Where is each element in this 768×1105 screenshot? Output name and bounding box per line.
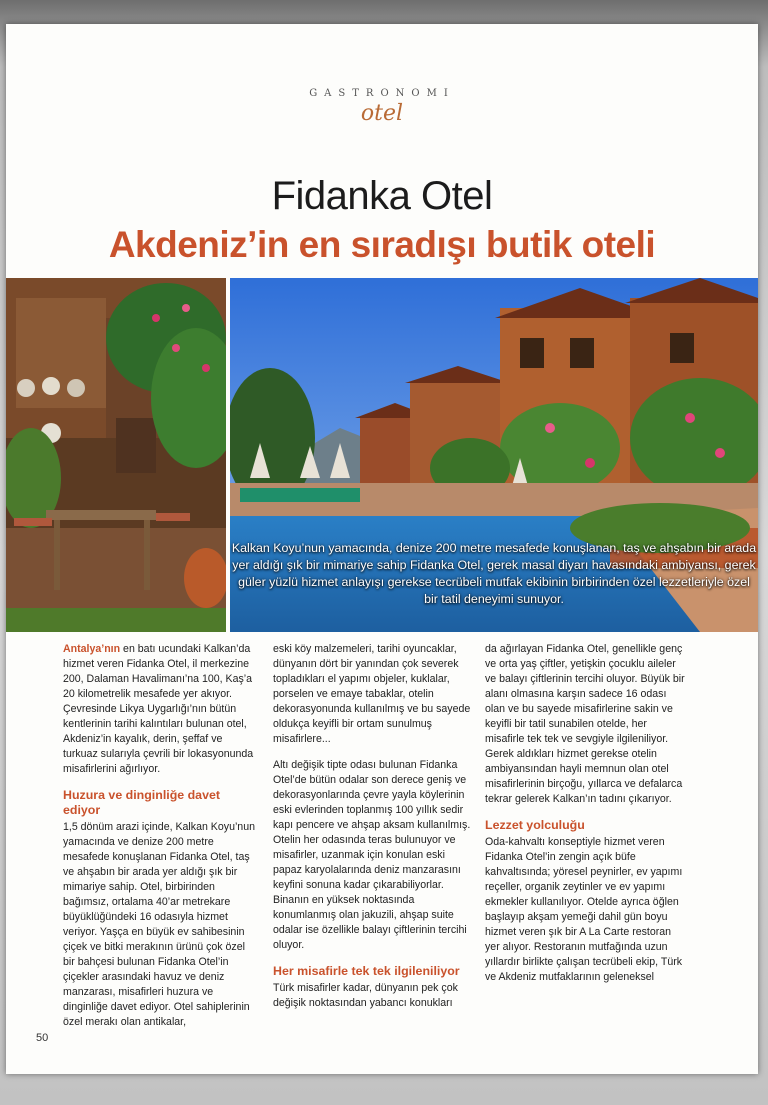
body-paragraph: eski köy malzemeleri, tarihi oyuncaklar, dünyanın dört bir yanından çok severek topladıkları el yapımı objeler, kuklalar, porselen ve emaye tabaklar, otelin dekorasyonunda kullanılmış ve bu sayede oldukça keyifli bir ortam sunulmuş misafirlere... [273, 643, 471, 745]
garden-terrace-photo [6, 278, 226, 632]
article-title: Fidanka Otel [271, 174, 493, 218]
text-column-3 [485, 642, 685, 996]
text-column-2 [273, 642, 472, 1022]
photo-caption: Kalkan Koyu’nun yamacında, denize 200 metre mesafede konuşlanan, taş ve ahşabın bir arada yer aldığı şık bir mimariye sahip Fidanka Otel, gerek masal diyarı havasındaki ambiyansı, gerek güler yüzlü hizmet anlayışı gerekse tecrübeli mutfak ekibinin birbirinden özel lezzetleriyle özel bir tatil deneyimi sunuyor. [231, 541, 757, 606]
text-column-1 [63, 642, 258, 1041]
body-paragraph: da ağırlayan Fidanka Otel, genellikle genç ve orta yaş çiftler, yetişkin çocuklu aileler ve balayı çiftlerinin tercihi oluyor. Büyük bir alanı olmasına karşın sadece 16 odası olan ve bu sayede misafirlerine sakin ve keyifli bir tatil sunabilen otelde, her misafirle tek tek ve sevgiyle ilgileniliyor. Gerek aldıkları hizmet gerekse otelin ambiyansından hayli memnun olan otel misafirlerinin birçoğu, yıllarca ve defalarca tekrar gelerek Kalkan’ın tadını çıkarıyor. [485, 643, 685, 805]
intro-highlight: Antalya’nın [63, 643, 121, 655]
body-paragraph: Oda-kahvaltı konseptiyle hizmet veren Fidanka Otel’in zengin açık büfe kahvaltısında; yöresel peynirler, ev yapımı reçeller, organik zeytinler ve ev yapımı ekmekler kullanılıyor. Otelde ayrıca öğlen başlayıp akşam yemeği dahil gün boyu hizmet veren şık bir A La Carte restoran yer alıyor. Restoranın mutfağında uzun yıllardır birlikte çalışan tecrübeli ekip, Türk ve Akdeniz mutfaklarının geleneksel [485, 836, 683, 983]
page-number: 50 [36, 1032, 49, 1044]
article-subtitle: Akdeniz’in en sıradışı butik oteli [108, 224, 656, 265]
body-paragraph: Altı değişik tipte odası bulunan Fidanka Otel’de bütün odalar son derece geniş ve dekorasyonlarında çevre yayla köylerinin eski evlerinden toplanmış 100 yıllık sedir kapı pencere ve ahşap aksam kullanılmış. Otelin her odasında teras bulunuyor ve misafirler, uzanmak için konulan eski papaz karyolalarında deniz manzarasını keyfini sonuna kadar çıkarabiliyorlar. Binanın en yüksek noktasında konumlanmış olan jakuzili, ahşap suite odalar ise özellikle balayı çiftlerinin tercihi oluyor. [273, 759, 471, 951]
section-label: GASTRONOMI [309, 88, 455, 99]
magazine-page [6, 24, 758, 1074]
subsection-label: otel [360, 101, 404, 126]
intro-text: en batı ucundaki Kalkan’da hizmet veren Fidanka Otel, il merkezine 200, Dalaman Havalimanı’na 100, Kaş’a 20 kilometrelik mesafede yer akıyor. Çevresinde Likya Uygarlığı’nın bütün kentlerinin tarihi kalıntıları bulunan otel, Akdeniz’in kayalık, derin, şeffaf ve turkuaz sularıyla çevrili bir lokasyonunda misafirlerini ağırlıyor. [63, 643, 254, 775]
body-paragraph: Türk misafirler kadar, dünyanın pek çok değişik noktasından yabancı konukları [273, 982, 458, 1009]
section-heading: Huzura ve dinginliğe davet ediyor [63, 788, 220, 817]
intro-paragraph [63, 642, 258, 777]
body-paragraph: 1,5 dönüm arazi içinde, Kalkan Koyu’nun yamacında ve denize 200 metre mesafede konuşlanan Fidanka Otel, taş ve ahşabın bir arada yer aldığı şık bir mimariye sahip. Otel, birbirinden bağımsız, ortalama 40’ar metrekare büyüklüğündeki 16 odasıyla hizmet veriyor. Yaşça en büyük ev sahibesinin çiçek ve bitki merakının ürünü çok özel bir bahçesi bulunan Fidanka Otel’in çiçekler arasındaki havuz ve deniz manzarası, misafirleri huzura ve dinginliğe davet ediyor. Otel sahiplerinin özel merakı olan antikalar, [63, 821, 255, 1028]
section-heading: Lezzet yolculuğu [485, 818, 585, 832]
section-heading: Her misafirle tek tek ilgileniliyor [273, 964, 460, 978]
